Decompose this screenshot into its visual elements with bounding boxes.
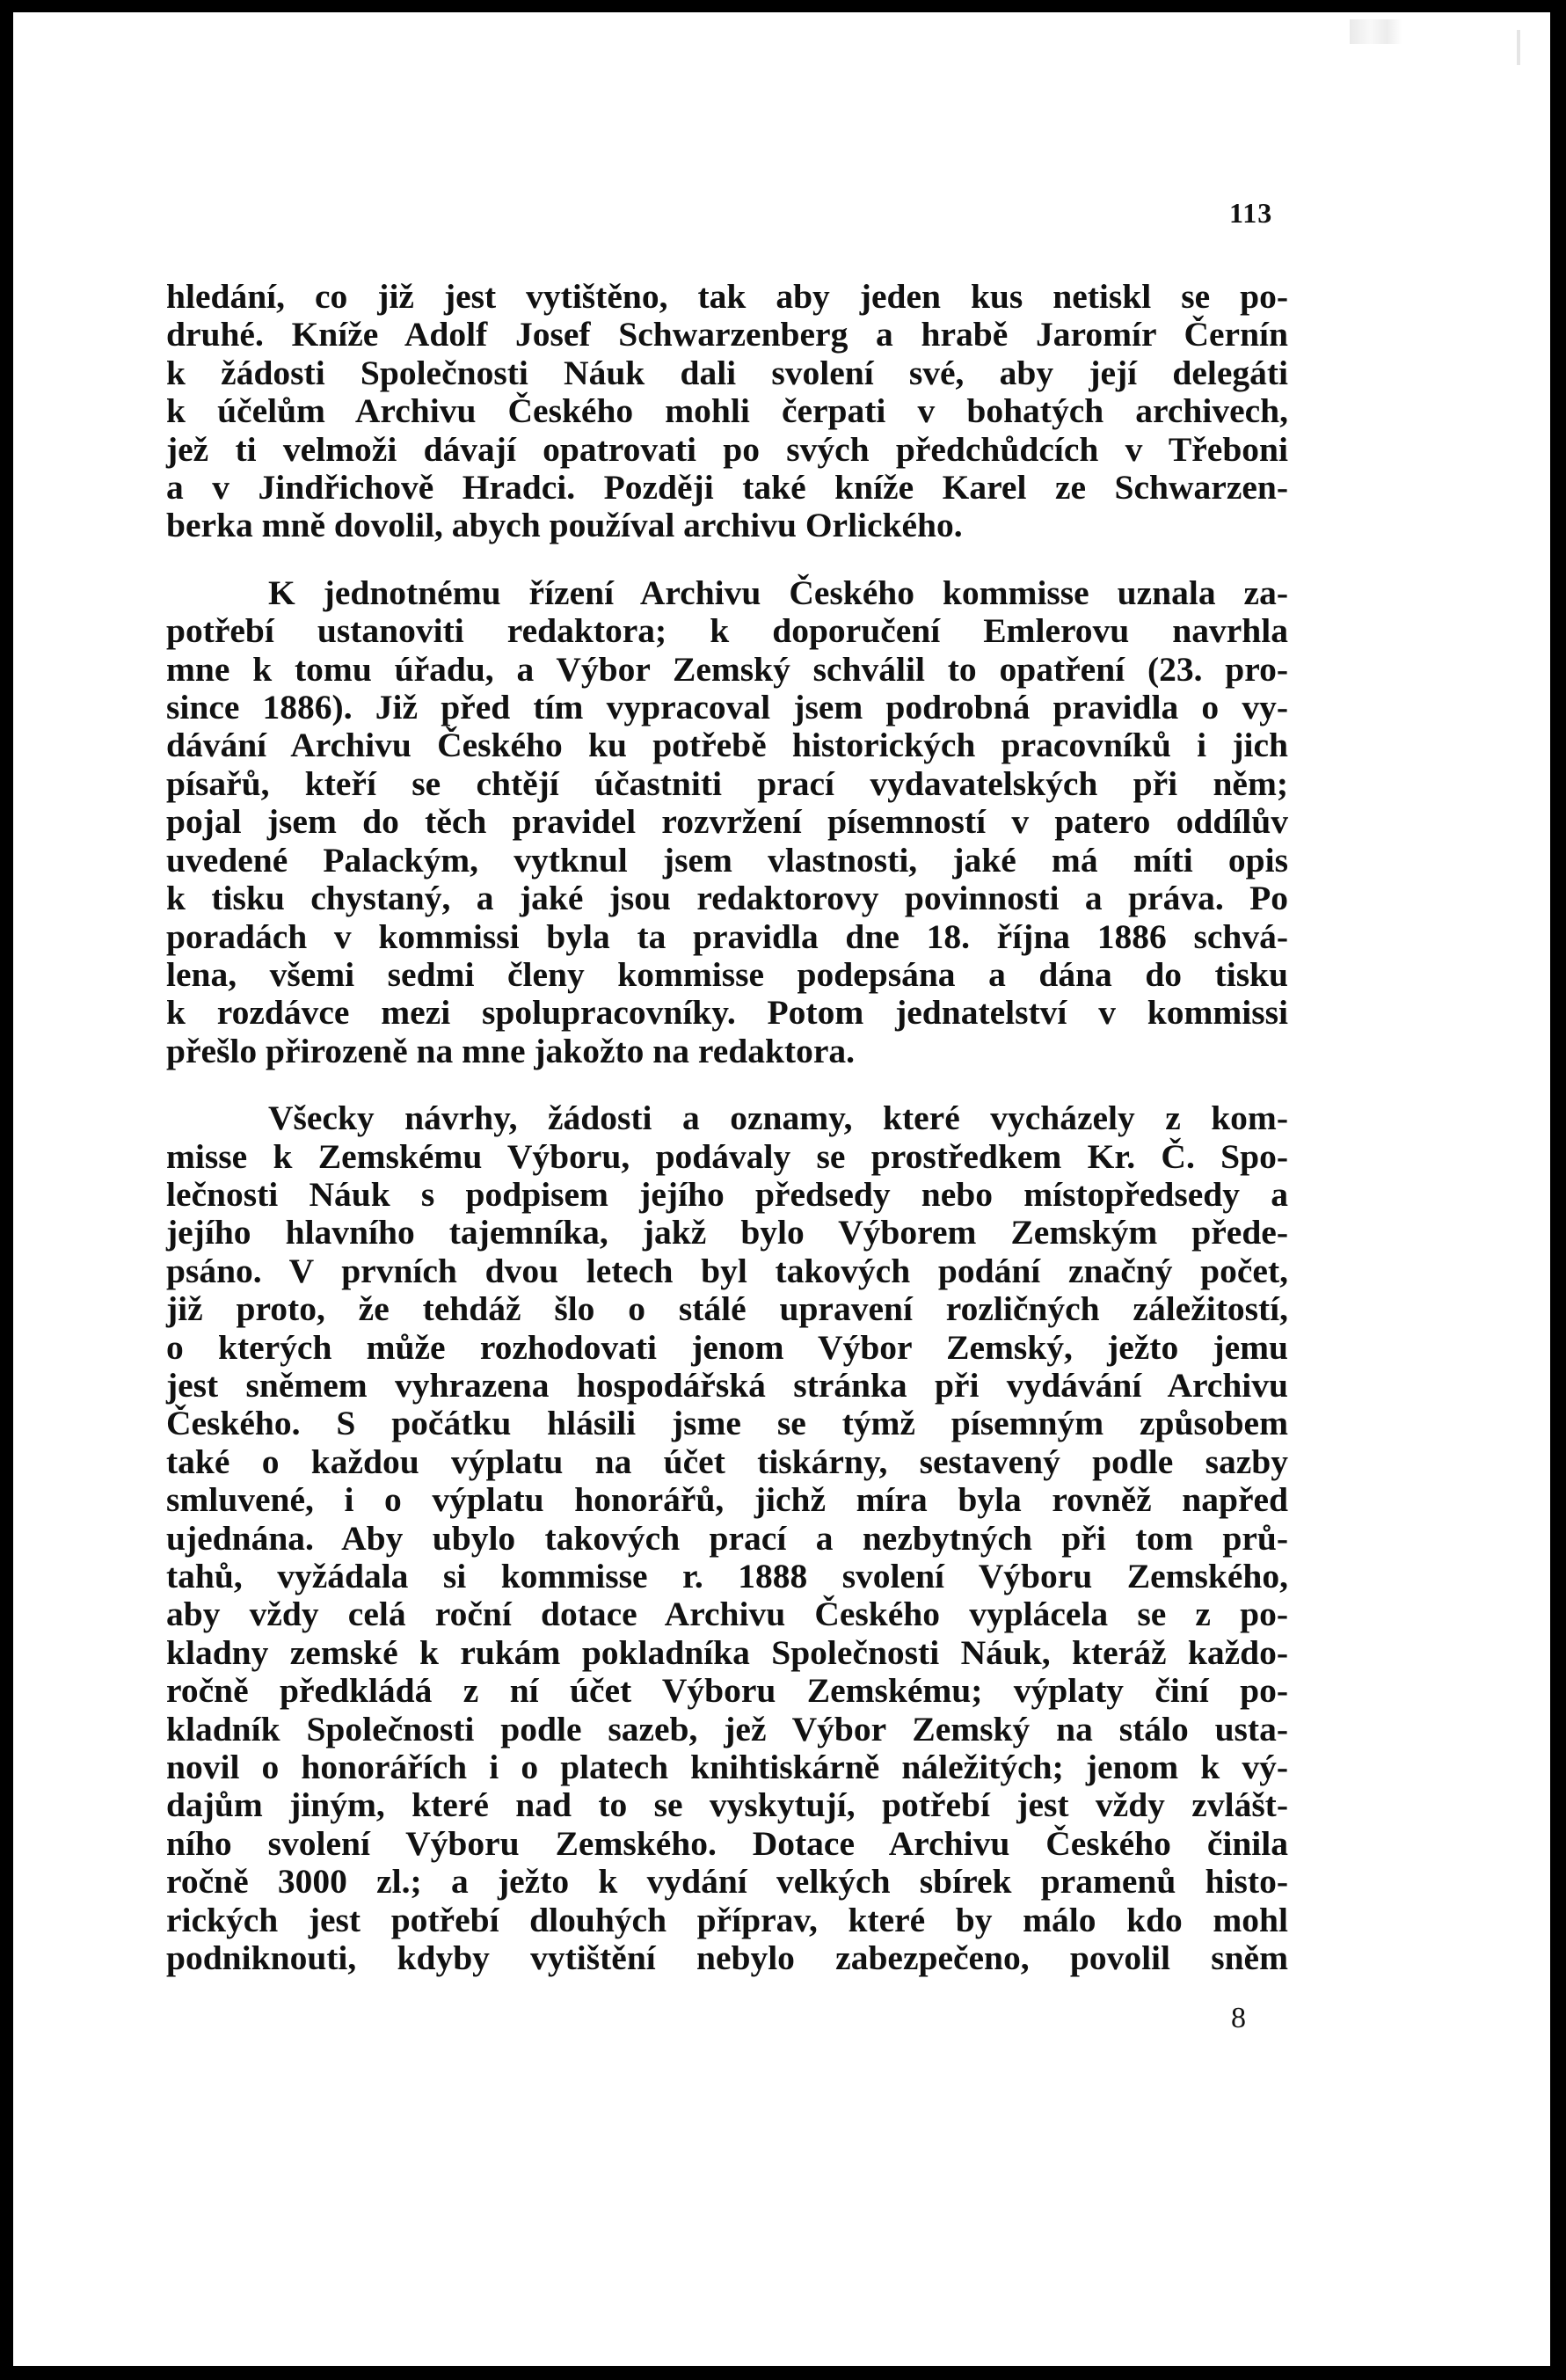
text-line: novil o honorářích i o platech knihtiskárně náležitých; jenom k vý- [166, 1748, 1288, 1787]
text-line: o kterých může rozhodovati jenom Výbor Zemský, ježto jemu [166, 1327, 1288, 1367]
text-line: kladník Společnosti podle sazeb, jež Výbor Zemský na stálo usta- [166, 1709, 1288, 1748]
text-line: ujednána. Aby ubylo takových prací a nezbytných při tom prů- [166, 1518, 1288, 1558]
text-line: berka mně dovolil, abych používal archivu Orlického. [166, 506, 963, 545]
text-line: jest sněmem vyhrazena hospodářská stránka při vydávání Archivu [166, 1365, 1288, 1405]
text-line: mne k tomu úřadu, a Výbor Zemský schválil to opatření (23. pro- [166, 649, 1288, 689]
text-line: druhé. Kníže Adolf Josef Schwarzenberg a hrabě Jaromír Černín [166, 315, 1288, 354]
text-line: a v Jindřichově Hradci. Později také kníže Karel ze Schwarzen- [166, 468, 1288, 507]
text-line: k žádosti Společnosti Náuk dali svolení své, aby její delegáti [166, 353, 1288, 392]
paragraph [166, 1099, 1288, 1977]
text-line: k rozdávce mezi spolupracovníky. Potom jednatelství v kommissi [166, 993, 1288, 1033]
text-line: dávání Archivu Českého ku potřebě historických pracovníků i jich [166, 726, 1288, 765]
text-line: lečnosti Náuk s podpisem jejího předsedy nebo místopředsedy a [166, 1174, 1288, 1214]
body-text [166, 278, 1288, 1977]
text-line: dajům jiným, které nad to se vyskytují, potřebí jest vždy zvlášt- [166, 1785, 1288, 1825]
text-line: Českého. S počátku hlásili jsme se týmž písemným způsobem [166, 1404, 1288, 1443]
scan-artifact [1350, 19, 1402, 44]
text-line: misse k Zemskému Výboru, podávaly se prostředkem Kr. Č. Spo- [166, 1136, 1288, 1176]
text-line: tahů, vyžádala si kommisse r. 1888 svolení Výboru Zemského, [166, 1557, 1288, 1595]
text-line: jež ti velmoži dávají opatrovati po svých předchůdcích v Třeboni [166, 429, 1288, 469]
text-line: k tisku chystaný, a jaké jsou redaktorovy povinnosti a práva. Po [166, 879, 1288, 918]
text-line: poradách v kommissi byla ta pravidla dne 18. října 1886 schvá- [166, 916, 1288, 956]
text-line: aby vždy celá roční dotace Archivu Českého vyplácela se z po- [166, 1595, 1288, 1634]
text-line: přešlo přirozeně na mne jakožto na redaktora. [166, 1031, 855, 1070]
text-line: lena, všemi sedmi členy kommisse podepsána a dána do tisku [166, 954, 1288, 994]
text-line: rických jest potřebí dlouhých příprav, které by málo kdo mohl [166, 1900, 1288, 1939]
text-line: hledání, co již jest vytištěno, tak aby jeden kus netiskl se po- [166, 277, 1288, 316]
text-line: since 1886). Již před tím vypracoval jsem podrobná pravidla o vy- [166, 688, 1288, 727]
scan-artifact [1517, 30, 1520, 65]
signature-mark: 8 [1231, 2002, 1246, 2034]
text-line: kladny zemské k rukám pokladníka Společnosti Náuk, kteráž každo- [166, 1632, 1288, 1672]
text-line: Všecky návrhy, žádosti a oznamy, které vycházely z kom- [268, 1099, 1288, 1138]
text-line: také o každou výplatu na účet tiskárny, sestavený podle sazby [166, 1442, 1288, 1481]
text-line: potřebí ustanoviti redaktora; k doporučení Emlerovu navrhla [166, 611, 1288, 651]
text-line: ročně 3000 zl.; a ježto k vydání velkých sbírek pramenů histo- [166, 1862, 1288, 1902]
text-line: jejího hlavního tajemníka, jakž bylo Výborem Zemským přede- [166, 1213, 1288, 1252]
paragraph [166, 574, 1288, 1070]
text-line: k účelům Archivu Českého mohli čerpati v bohatých archivech, [166, 391, 1288, 431]
text-line: K jednotnému řízení Archivu Českého kommisse uznala za- [268, 573, 1288, 612]
text-line: již proto, že tehdáž šlo o stálé upravení rozličných záležitostí, [166, 1289, 1288, 1329]
text-line: ročně předkládá z ní účet Výboru Zemskému; výplaty činí po- [166, 1671, 1288, 1711]
book-page [13, 12, 1550, 2366]
text-line: podniknouti, kdyby vytištění nebylo zabezpečeno, povolil sněm [166, 1938, 1288, 1978]
page-number: 113 [1229, 197, 1273, 229]
text-line: pojal jsem do těch pravidel rozvržení písemností v patero oddílův [166, 802, 1288, 842]
paragraph [166, 278, 1288, 545]
text-line: písařů, kteří se chtějí účastniti prací vydavatelských při něm; [166, 763, 1288, 803]
text-line: smluvené, i o výplatu honorářů, jichž míra byla rovněž napřed [166, 1480, 1288, 1520]
text-line: psáno. V prvních dvou letech byl takových podání značný počet, [166, 1251, 1288, 1290]
text-line: uvedené Palackým, vytknul jsem vlastnosti, jaké má míti opis [166, 840, 1288, 880]
text-line: ního svolení Výboru Zemského. Dotace Archivu Českého činila [166, 1823, 1288, 1863]
